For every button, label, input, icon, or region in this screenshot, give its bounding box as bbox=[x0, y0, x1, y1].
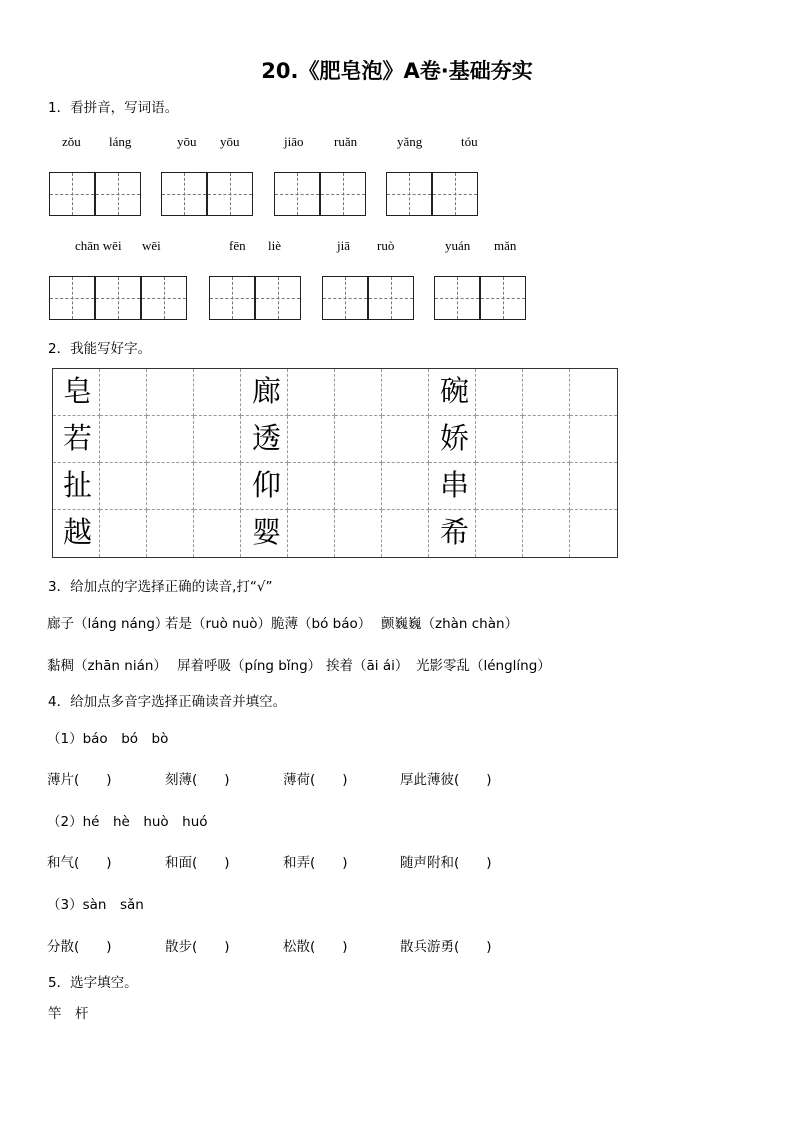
grid-cell[interactable] bbox=[523, 510, 570, 557]
grid-cell[interactable] bbox=[288, 510, 335, 557]
fill-blank[interactable]: 和气( ) bbox=[47, 855, 112, 871]
model-character: 婴 bbox=[252, 515, 282, 549]
grid-cell[interactable] bbox=[100, 510, 147, 557]
pinyin: ruò bbox=[377, 238, 395, 253]
pinyin: chān wēi bbox=[75, 238, 122, 253]
writing-box[interactable] bbox=[320, 172, 366, 216]
pinyin: láng bbox=[109, 134, 132, 149]
pinyin-options: （3）sàn sǎn bbox=[47, 897, 144, 913]
grid-cell[interactable] bbox=[147, 369, 194, 416]
grid-cell[interactable] bbox=[570, 510, 617, 557]
word-options: 竿 杆 bbox=[48, 1006, 89, 1022]
reading-choice[interactable]: 脆薄（bó báo） bbox=[271, 616, 372, 632]
model-character: 娇 bbox=[440, 421, 470, 455]
writing-box[interactable] bbox=[141, 276, 187, 320]
writing-box[interactable] bbox=[95, 276, 141, 320]
grid-cell[interactable] bbox=[476, 369, 523, 416]
fill-blank[interactable]: 和弄( ) bbox=[283, 855, 348, 871]
fill-blank[interactable]: 薄荷( ) bbox=[283, 772, 348, 788]
grid-cell[interactable] bbox=[194, 463, 241, 510]
grid-cell[interactable] bbox=[570, 416, 617, 463]
pinyin: zǒu bbox=[62, 134, 81, 149]
grid-cell[interactable] bbox=[335, 463, 382, 510]
fill-blank[interactable]: 薄片( ) bbox=[47, 772, 112, 788]
model-character: 越 bbox=[63, 515, 93, 549]
grid-cell[interactable] bbox=[382, 416, 429, 463]
q5-heading: 5．选字填空。 bbox=[48, 975, 138, 991]
pinyin: wēi bbox=[142, 238, 161, 253]
grid-cell[interactable] bbox=[523, 463, 570, 510]
writing-box[interactable] bbox=[207, 172, 253, 216]
pinyin: liè bbox=[268, 238, 281, 253]
pinyin: yōu bbox=[220, 134, 240, 149]
grid-cell[interactable] bbox=[147, 510, 194, 557]
grid-cell[interactable] bbox=[335, 369, 382, 416]
writing-box[interactable] bbox=[432, 172, 478, 216]
handwriting-grid[interactable] bbox=[52, 368, 618, 558]
grid-cell[interactable] bbox=[382, 369, 429, 416]
fill-blank[interactable]: 厚此薄彼( ) bbox=[400, 772, 492, 788]
writing-box[interactable] bbox=[49, 172, 95, 216]
grid-cell[interactable] bbox=[194, 369, 241, 416]
writing-box[interactable] bbox=[95, 172, 141, 216]
reading-choice[interactable]: 黏稠（zhān nián） bbox=[47, 658, 167, 674]
grid-cell[interactable] bbox=[147, 463, 194, 510]
pinyin: yōu bbox=[177, 134, 197, 149]
q2-heading: 2．我能写好字。 bbox=[48, 341, 152, 357]
pinyin: jiāo bbox=[284, 134, 304, 149]
grid-cell[interactable] bbox=[476, 416, 523, 463]
pinyin: tóu bbox=[461, 134, 478, 149]
model-character: 透 bbox=[252, 421, 282, 455]
grid-cell[interactable] bbox=[570, 463, 617, 510]
model-character: 串 bbox=[440, 468, 470, 502]
grid-cell[interactable] bbox=[288, 416, 335, 463]
grid-cell[interactable] bbox=[288, 463, 335, 510]
grid-cell[interactable] bbox=[335, 416, 382, 463]
model-character: 仰 bbox=[252, 468, 282, 502]
grid-cell[interactable] bbox=[382, 463, 429, 510]
grid-cell[interactable] bbox=[476, 463, 523, 510]
writing-box[interactable] bbox=[434, 276, 480, 320]
grid-cell[interactable] bbox=[570, 369, 617, 416]
grid-cell[interactable] bbox=[476, 510, 523, 557]
pinyin: fēn bbox=[229, 238, 246, 253]
pinyin: yuán bbox=[445, 238, 471, 253]
fill-blank[interactable]: 刻薄( ) bbox=[165, 772, 230, 788]
q3-heading: 3．给加点的字选择正确的读音,打“√” bbox=[48, 579, 273, 595]
grid-cell[interactable] bbox=[194, 510, 241, 557]
pinyin-options: （1）báo bó bò bbox=[47, 731, 169, 747]
model-character: 希 bbox=[440, 515, 470, 549]
fill-blank[interactable]: 和面( ) bbox=[165, 855, 230, 871]
grid-cell[interactable] bbox=[523, 369, 570, 416]
model-character: 若 bbox=[63, 421, 93, 455]
grid-cell[interactable] bbox=[100, 416, 147, 463]
writing-box[interactable] bbox=[161, 172, 207, 216]
reading-choice[interactable]: 颤巍巍（zhàn chàn） bbox=[381, 616, 519, 632]
q4-heading: 4．给加点多音字选择正确读音并填空。 bbox=[48, 694, 287, 710]
writing-box[interactable] bbox=[480, 276, 526, 320]
pinyin-options: （2）hé hè huò huó bbox=[47, 814, 208, 830]
reading-choice[interactable]: 光影零乱（lénglíng） bbox=[416, 658, 551, 674]
pinyin: yǎng bbox=[397, 134, 423, 149]
model-character: 皂 bbox=[63, 374, 93, 408]
fill-blank[interactable]: 分散( ) bbox=[47, 939, 112, 955]
fill-blank[interactable]: 随声附和( ) bbox=[400, 855, 492, 871]
pinyin: mǎn bbox=[494, 238, 517, 253]
writing-box[interactable] bbox=[368, 276, 414, 320]
reading-choice[interactable]: 挨着（āi ái） bbox=[326, 658, 409, 674]
model-character: 碗 bbox=[440, 374, 470, 408]
writing-box[interactable] bbox=[386, 172, 432, 216]
writing-box[interactable] bbox=[274, 172, 320, 216]
q1-heading: 1．看拼音，写词语。 bbox=[48, 100, 179, 116]
page-title: 20.《肥皂泡》A卷·基础夯实 bbox=[261, 59, 533, 83]
grid-cell[interactable] bbox=[147, 416, 194, 463]
writing-box[interactable] bbox=[49, 276, 95, 320]
reading-choice[interactable]: 屏着呼吸（píng bǐng） bbox=[177, 658, 322, 674]
grid-cell[interactable] bbox=[335, 510, 382, 557]
grid-cell[interactable] bbox=[288, 369, 335, 416]
fill-blank[interactable]: 散兵游勇( ) bbox=[400, 939, 492, 955]
model-character: 扯 bbox=[63, 468, 93, 502]
writing-box[interactable] bbox=[255, 276, 301, 320]
pinyin: jiā bbox=[337, 238, 350, 253]
grid-cell[interactable] bbox=[523, 416, 570, 463]
grid-cell[interactable] bbox=[382, 510, 429, 557]
writing-box[interactable] bbox=[209, 276, 255, 320]
fill-blank[interactable]: 散步( ) bbox=[165, 939, 230, 955]
reading-choice[interactable]: 廊子（láng náng） bbox=[47, 616, 169, 632]
model-character: 廊 bbox=[252, 374, 282, 408]
writing-box[interactable] bbox=[322, 276, 368, 320]
grid-cell[interactable] bbox=[100, 369, 147, 416]
grid-cell[interactable] bbox=[194, 416, 241, 463]
pinyin: ruǎn bbox=[334, 134, 358, 149]
grid-cell[interactable] bbox=[100, 463, 147, 510]
reading-choice[interactable]: 若是（ruò nuò） bbox=[165, 616, 272, 632]
fill-blank[interactable]: 松散( ) bbox=[283, 939, 348, 955]
